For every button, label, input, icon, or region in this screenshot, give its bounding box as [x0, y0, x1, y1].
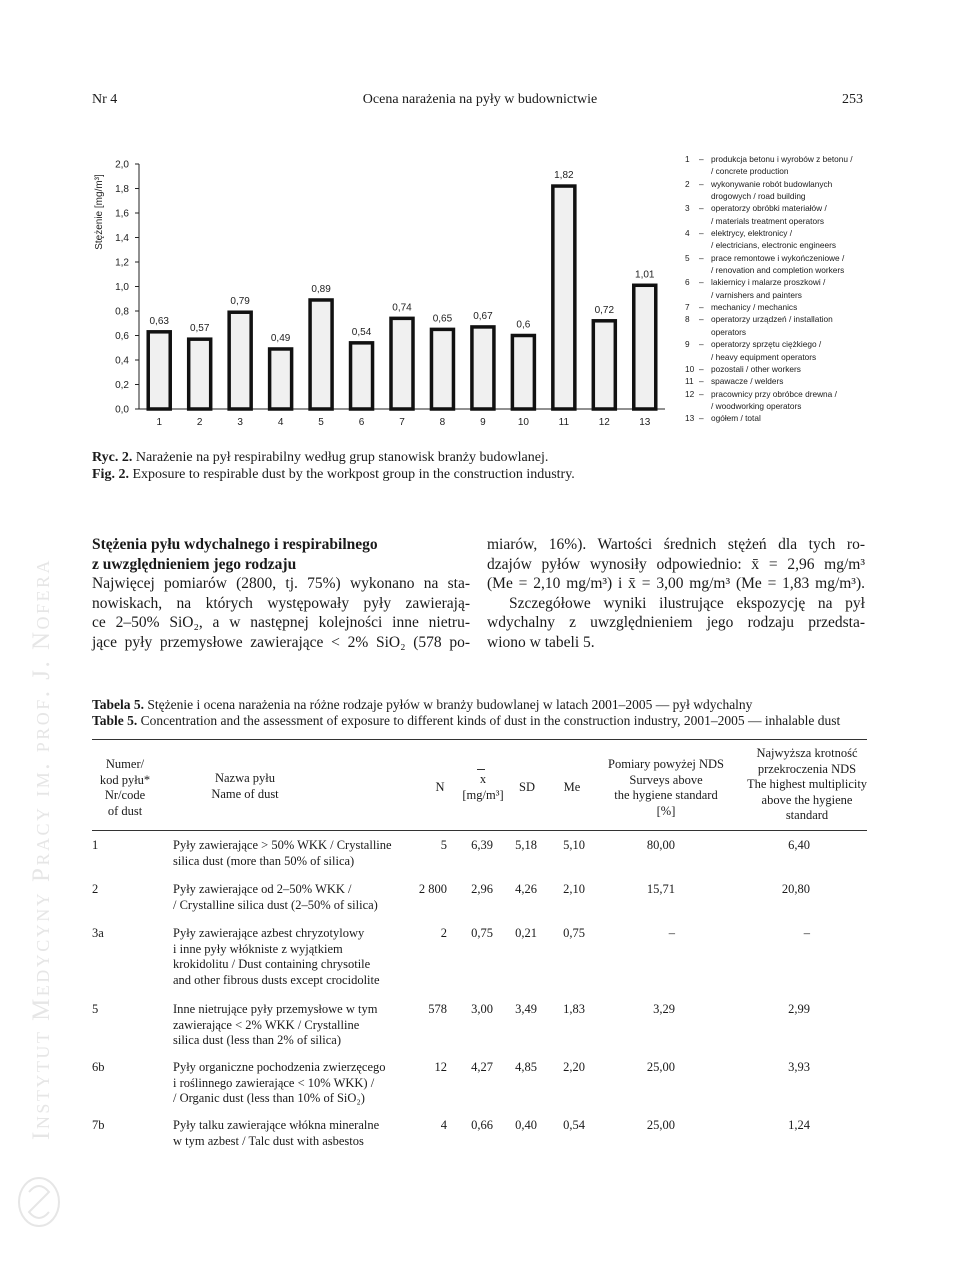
- bar-value-label: 0,67: [473, 310, 493, 322]
- section-heading-line2: z uwzględnieniem jego rodzaju: [92, 555, 297, 573]
- legend-item: [685, 375, 955, 387]
- table-top-rule: [92, 739, 867, 740]
- cell-sd: 0,21: [515, 926, 537, 940]
- right-paragraph: [487, 535, 865, 652]
- cell-name: Inne nietrujące pyły przemysłowe w tym zawierające < 2% WKK / Crystalline silica dust (less than 2% of silica): [173, 1002, 378, 1048]
- bar: [351, 343, 373, 409]
- cell-sd: 5,18: [515, 838, 537, 852]
- cell-mean: 4,27: [471, 1060, 493, 1074]
- legend-text: lakiernicy i malarze proszkowi / / varnishers and painters: [711, 277, 826, 300]
- x-tick-label: 13: [639, 417, 651, 428]
- legend-number: 1: [685, 154, 690, 164]
- bar-value-label: 0,72: [594, 304, 615, 316]
- text-line: ce 2–50% SiO₂, a w następnej kolejności inne nietru-: [92, 614, 470, 631]
- legend-text: spawacze / welders: [711, 376, 784, 387]
- x-tick-label: 7: [399, 417, 405, 428]
- y-tick-label: 0,6: [115, 331, 129, 342]
- section-left-column: [92, 535, 470, 652]
- legend-text: operatorzy obróbki materiałów / / materials treatment operators: [711, 203, 827, 226]
- legend-dash: –: [699, 277, 704, 288]
- table-caption-en: [92, 713, 840, 729]
- cell-mult: 6,40: [788, 838, 810, 852]
- figure-text-en: Exposure to respirable dust by the workpost group in the construction industry.: [128, 467, 575, 482]
- figure-caption-en: [92, 467, 575, 483]
- cell-code: 3a: [92, 926, 104, 940]
- figure-label-en: Fig. 2.: [92, 467, 129, 482]
- legend-dash: –: [699, 228, 704, 239]
- legend-number: 12: [685, 388, 695, 399]
- th-me: Me: [563, 780, 581, 794]
- bar: [310, 300, 332, 409]
- mean-bar-icon: [477, 769, 485, 770]
- cell-name: Pyły organiczne pochodzenia zwierzęcego i roślinnego zawierające < 10% WKK) / / Organic dust (less than 10% of SiO₂): [173, 1060, 386, 1106]
- table-text-en: Concentration and the assessment of exposure to different kinds of dust in the construction industry, 2001–2005 — inhalable dust: [137, 713, 841, 728]
- legend-dash: –: [699, 252, 704, 263]
- legend-text: mechanicy / mechanics: [711, 302, 798, 313]
- text-line: Szczegółowe wyniki ilustrujące ekspozycję na pył: [509, 594, 865, 612]
- legend-number: 9: [685, 339, 690, 350]
- legend-item: [685, 202, 955, 227]
- legend-item: [685, 252, 955, 277]
- y-axis-label: Stężenie [mg/m³]: [94, 174, 105, 250]
- x-tick-label: 9: [480, 417, 486, 428]
- x-tick-label: 8: [439, 417, 446, 428]
- cell-name: Pyły zawierające od 2–50% WKK / / Crystalline silica dust (2–50% of silica): [173, 882, 378, 912]
- y-tick-label: 0,8: [115, 306, 129, 318]
- bar-chart: [90, 150, 670, 440]
- legend-number: 10: [685, 363, 695, 374]
- y-tick-label: 1,8: [115, 184, 129, 195]
- legend-item: [685, 227, 955, 252]
- legend-number: 6: [685, 277, 690, 288]
- cell-mult: 20,80: [781, 882, 810, 896]
- th-mult: Najwyższa krotność przekroczenia NDS The highest multiplicity above the hygiene standard: [746, 746, 868, 823]
- legend-text: pracownicy przy obróbce drewna / / woodworking operators: [711, 388, 837, 411]
- legend-number: 5: [685, 252, 690, 263]
- cell-code: 6b: [92, 1060, 105, 1074]
- chart-legend: [685, 153, 955, 425]
- legend-number: 11: [685, 376, 694, 387]
- cell-above: 25,00: [646, 1118, 675, 1132]
- bar-value-label: 0,89: [311, 283, 331, 295]
- table-text-pl: Stężenie i ocena narażenia na różne rodzaje pyłów w branży budowlanej w latach 2001–2005 — pył wdychalny: [144, 697, 753, 712]
- legend-text: prace remontowe i wykończeniowe / / renovation and completion workers: [711, 252, 845, 276]
- legend-text: produkcja betonu i wyrobów z betonu / / concrete production: [711, 154, 853, 177]
- text-line: wdychalny z uwzględnieniem jego rodzaju przedsta-: [487, 614, 865, 631]
- bar: [148, 332, 170, 409]
- legend-dash: –: [699, 302, 704, 313]
- y-tick-label: 0,0: [115, 404, 129, 416]
- legend-item: [685, 313, 955, 338]
- figure-label-pl: Ryc. 2.: [92, 450, 133, 465]
- bar-value-label: 0,54: [351, 326, 372, 338]
- bar-value-label: 0,49: [270, 332, 291, 344]
- th-name: Nazwa pyłu Name of dust: [211, 771, 279, 801]
- legend-dash: –: [699, 388, 704, 399]
- th-above: Pomiary powyżej NDS Surveys above the hygiene standard [%]: [608, 757, 724, 818]
- cell-n: 2 800: [418, 882, 447, 896]
- bar: [270, 349, 292, 409]
- th-code: Numer/ kod pyłu* Nr/code of dust: [99, 757, 151, 818]
- side-watermark-text: Instytut Medycyny Pracy im. prof. J. Nofera: [28, 557, 55, 1140]
- legend-dash: –: [699, 314, 704, 325]
- figure-text-pl: Narażenie na pył respirabilny według grup stanowisk branży budowlanej.: [132, 450, 549, 465]
- figure-caption-pl: [92, 450, 548, 466]
- cell-sd: 4,26: [515, 882, 537, 896]
- cell-above: 3,29: [653, 1002, 675, 1016]
- cell-mult: 1,24: [788, 1118, 810, 1132]
- cell-sd: 3,49: [515, 1002, 537, 1016]
- bar-value-label: 0,63: [149, 315, 169, 327]
- x-tick-label: 5: [318, 417, 324, 428]
- text-line: wiono w tabeli 5.: [487, 633, 595, 651]
- institute-logo-icon: [14, 1172, 64, 1232]
- legend-item: [685, 301, 955, 313]
- table-header-rule: [92, 830, 867, 831]
- cell-above: –: [668, 926, 675, 940]
- bar: [593, 321, 615, 409]
- cell-me: 5,10: [563, 838, 585, 852]
- y-tick-label: 0,4: [115, 355, 129, 367]
- y-tick-label: 1,4: [115, 233, 129, 244]
- y-tick-label: 2,0: [115, 159, 129, 171]
- text-line: nowiskach, na których występowały pyły zawierają-: [92, 594, 470, 612]
- cell-n: 12: [434, 1060, 447, 1074]
- running-header-title: Ocena narażenia na pyły w budownictwie: [362, 92, 598, 107]
- legend-text: operatorzy urządzeń / installation operators: [711, 314, 833, 337]
- cell-code: 2: [92, 882, 99, 896]
- y-tick-label: 1,0: [115, 282, 129, 293]
- legend-item: [685, 412, 955, 424]
- left-paragraph: [92, 574, 470, 652]
- bar: [512, 336, 534, 410]
- cell-code: 7b: [92, 1118, 105, 1132]
- section-heading-line1: Stężenia pyłu wdychalnego i respirabilnego: [92, 536, 378, 553]
- table-label-pl: Tabela 5.: [92, 697, 145, 712]
- cell-name: Pyły zawierające > 50% WKK / Crystalline silica dust (more than 50% of silica): [173, 838, 392, 868]
- cell-me: 2,10: [563, 882, 585, 896]
- bar: [229, 312, 251, 409]
- cell-n: 2: [440, 926, 447, 940]
- legend-number: 3: [685, 203, 690, 214]
- legend-text: pozostali / other workers: [711, 363, 801, 374]
- bar: [431, 329, 453, 409]
- bar-value-label: 0,65: [432, 313, 453, 325]
- th-n: N: [435, 780, 445, 794]
- text-line: jące pyły przemysłowe zawierające < 2% SiO₂ (578 po-: [92, 633, 470, 651]
- bar: [472, 327, 494, 409]
- legend-text: operatorzy sprzętu ciężkiego / / heavy equipment operators: [711, 339, 822, 362]
- bar: [553, 186, 575, 409]
- bar: [189, 339, 211, 409]
- x-tick-label: 3: [237, 417, 243, 428]
- running-header-issue: Nr 4: [92, 92, 118, 107]
- legend-item: [685, 388, 955, 413]
- legend-number: 2: [685, 178, 690, 189]
- legend-number: 4: [685, 228, 690, 239]
- cell-code: 1: [92, 838, 99, 852]
- cell-mean: 6,39: [471, 838, 493, 852]
- cell-me: 0,54: [563, 1118, 585, 1132]
- legend-number: 13: [685, 413, 695, 424]
- legend-item: [685, 178, 955, 203]
- th-sd: SD: [519, 780, 535, 794]
- cell-me: 0,75: [563, 926, 585, 940]
- y-tick-label: 1,6: [115, 208, 129, 220]
- y-tick-label: 1,2: [115, 257, 129, 269]
- legend-text: wykonywanie robót budowlanych drogowych / road building: [711, 178, 833, 202]
- x-tick-label: 10: [517, 417, 529, 428]
- legend-dash: –: [699, 376, 704, 387]
- cell-n: 4: [440, 1118, 447, 1132]
- legend-dash: –: [699, 413, 704, 424]
- x-tick-label: 11: [558, 417, 570, 428]
- cell-above: 80,00: [646, 838, 675, 852]
- cell-name: Pyły talku zawierające włókna mineralne w tym azbest / Talc dust with asbestos: [173, 1118, 380, 1148]
- legend-dash: –: [699, 339, 704, 350]
- cell-me: 2,20: [563, 1060, 585, 1074]
- cell-sd: 4,85: [515, 1060, 537, 1074]
- cell-above: 15,71: [646, 882, 675, 896]
- text-line: miarów, 16%). Wartości średnich stężeń dla tych ro-: [487, 536, 865, 553]
- legend-number: 8: [685, 314, 690, 325]
- section-right-column: [487, 535, 865, 652]
- legend-number: 7: [685, 302, 690, 313]
- cell-me: 1,83: [563, 1002, 585, 1016]
- bar-value-label: 0,6: [516, 319, 531, 331]
- cell-name: Pyły zawierające azbest chryzotylowy i inne pyły włókniste z wyjątkiem krokidolitu / Dust containing chrysotile and other fibrous dusts except crocidolite: [173, 926, 380, 987]
- table-caption-pl: [92, 697, 752, 713]
- th-mean: x [mg/m³]: [462, 772, 504, 802]
- cell-sd: 0,40: [515, 1118, 537, 1132]
- cell-mult: 2,99: [788, 1002, 810, 1016]
- cell-mult: 3,93: [788, 1060, 810, 1074]
- x-tick-label: 12: [598, 417, 610, 428]
- cell-code: 5: [92, 1002, 99, 1016]
- cell-above: 25,00: [646, 1060, 675, 1074]
- text-line: (Me = 2,10 mg/m³) i x̄ = 3,00 mg/m³ (Me = 1,83 mg/m³).: [487, 575, 865, 592]
- legend-dash: –: [699, 203, 704, 214]
- x-tick-label: 6: [358, 417, 365, 428]
- table-label-en: Table 5.: [92, 713, 138, 728]
- cell-mean: 0,75: [471, 926, 493, 940]
- legend-item: [685, 338, 955, 363]
- legend-dash: –: [699, 178, 704, 189]
- legend-item: [685, 363, 955, 375]
- page-number: 253: [842, 92, 863, 107]
- legend-item: [685, 276, 955, 301]
- bar-value-label: 1,82: [554, 170, 574, 182]
- bar-value-label: 0,57: [189, 323, 210, 335]
- legend-dash: –: [699, 363, 704, 374]
- cell-mean: 0,66: [471, 1118, 493, 1132]
- bar: [391, 318, 413, 409]
- x-tick-label: 1: [156, 417, 163, 428]
- legend-text: ogółem / total: [711, 413, 761, 424]
- bar-value-label: 0,79: [230, 296, 250, 308]
- cell-n: 5: [440, 838, 447, 852]
- cell-mean: 3,00: [471, 1002, 493, 1016]
- cell-mean: 2,96: [471, 882, 493, 896]
- bar-value-label: 1,01: [635, 269, 655, 281]
- x-tick-label: 2: [196, 417, 203, 428]
- text-line: dzajów pyłów wynosiły odpowiednio: x̄ = 2,96 mg/m³: [487, 555, 865, 573]
- cell-n: 578: [428, 1002, 447, 1016]
- text-line: Najwięcej pomiarów (2800, tj. 75%) wykonano na sta-: [92, 575, 470, 592]
- legend-item: [685, 153, 955, 178]
- legend-dash: –: [699, 154, 704, 164]
- x-tick-label: 4: [277, 417, 284, 428]
- legend-text: elektrycy, elektronicy / / electricians, electronic engineers: [711, 228, 836, 251]
- bar-value-label: 0,74: [392, 302, 412, 314]
- cell-mult: –: [803, 926, 810, 940]
- bar: [634, 285, 656, 409]
- y-tick-label: 0,2: [115, 380, 129, 391]
